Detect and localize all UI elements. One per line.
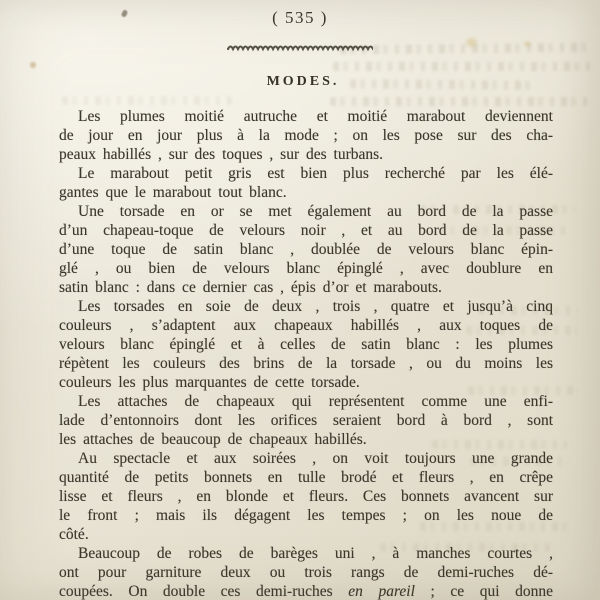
text-segment: satin blanc : dans ce dernier cas , épis d’or et marabouts. bbox=[59, 279, 442, 296]
text-line bbox=[59, 544, 553, 563]
text-line bbox=[59, 126, 553, 145]
foxing-spot bbox=[466, 38, 477, 47]
text-segment: coupées. On double ces demi-ruches bbox=[59, 583, 349, 600]
italic-text: en pareil bbox=[348, 583, 415, 600]
text-segment: quantité de petits bonnets en tulle brodé et fleurs , en crêpe bbox=[59, 469, 553, 486]
text-segment: côté. bbox=[59, 526, 89, 543]
text-segment: d’un chapeau-toque de velours noir , et au bord de la passe bbox=[59, 222, 553, 239]
text-line bbox=[59, 563, 553, 582]
text-line bbox=[59, 487, 553, 506]
text-segment: ; ce qui donne bbox=[414, 583, 553, 600]
text-line bbox=[59, 449, 553, 468]
text-line bbox=[59, 164, 553, 183]
text-line bbox=[59, 354, 553, 373]
text-line bbox=[59, 430, 553, 449]
bleedthrough-texture bbox=[333, 62, 595, 71]
text-segment: couleurs les plus marquantes de cette torsade. bbox=[59, 374, 360, 391]
text-segment: Au spectacle et aux soirées , on voit toujours une grande bbox=[78, 450, 553, 467]
foxing-spot bbox=[30, 62, 36, 68]
text-line bbox=[59, 202, 553, 221]
bleedthrough-texture bbox=[62, 96, 232, 105]
foxing-spot bbox=[524, 41, 531, 47]
text-line bbox=[59, 525, 553, 544]
text-segment: de jour en jour plus à la mode ; on les pose sur des cha- bbox=[59, 127, 553, 144]
section-heading: MODES. bbox=[266, 74, 340, 89]
text-segment: glé , ou bien de velours blanc épinglé , avec doublure en bbox=[59, 260, 553, 277]
text-line bbox=[59, 278, 553, 297]
text-segment: lisse et fleurs , en blonde et fleurs. Ces bonnets avancent sur bbox=[59, 488, 553, 505]
text-line bbox=[59, 107, 553, 126]
text-segment: lade d’entonnoirs dont les orifices seraient bord à bord , sont bbox=[59, 412, 553, 429]
text-line bbox=[59, 145, 553, 164]
text-segment: Une torsade en or se met également au bord de la passe bbox=[78, 203, 553, 220]
text-line bbox=[59, 373, 553, 392]
bleedthrough-texture bbox=[330, 97, 592, 106]
page-number: ( 535 ) bbox=[272, 8, 328, 27]
text-line bbox=[59, 411, 553, 430]
text-segment: ont pour garniture deux ou trois rangs de demi-ruches dé- bbox=[59, 564, 553, 581]
text-segment: couleurs , s’adaptent aux chapeaux habillés , aux toques de bbox=[59, 317, 553, 334]
text-line bbox=[59, 183, 553, 202]
text-segment: le front ; mais ils dégagent les tempes ; on les noue de bbox=[59, 507, 553, 524]
text-segment: d’une toque de satin blanc , doublée de velours blanc épin- bbox=[59, 241, 553, 258]
text-line bbox=[59, 506, 553, 525]
text-line bbox=[59, 582, 553, 600]
wavy-rule-divider bbox=[227, 43, 373, 53]
text-line bbox=[59, 259, 553, 278]
text-segment: Beaucoup de robes de barèges uni , à manches courtes , bbox=[78, 545, 553, 562]
text-line bbox=[59, 468, 553, 487]
text-line bbox=[59, 240, 553, 259]
text-segment: Le marabout petit gris est bien plus recherché par les élé- bbox=[78, 165, 553, 182]
text-segment: velours blanc épinglé et à celles de satin blanc : les plumes bbox=[59, 336, 553, 353]
text-line bbox=[59, 221, 553, 240]
body-text bbox=[59, 107, 553, 600]
text-segment: Les torsades en soie de deux , trois , quatre et jusqu’à cinq bbox=[78, 298, 553, 315]
text-line bbox=[59, 316, 553, 335]
text-line bbox=[59, 335, 553, 354]
text-segment: gantes que le marabout tout blanc. bbox=[59, 184, 287, 201]
text-segment: les attaches de beaucoup de chapeaux habillés. bbox=[59, 431, 367, 448]
text-segment: Les attaches de chapeaux qui représentent comme une enfi- bbox=[78, 393, 553, 410]
text-segment: peaux habillés , sur des toques , sur des turbans. bbox=[59, 146, 384, 163]
text-segment: répètent les couleurs des brins de la torsade , ou du moins les bbox=[59, 355, 553, 372]
text-segment: Les plumes moitié autruche et moitié marabout deviennent bbox=[78, 108, 553, 125]
text-line bbox=[59, 297, 553, 316]
text-line bbox=[59, 392, 553, 411]
